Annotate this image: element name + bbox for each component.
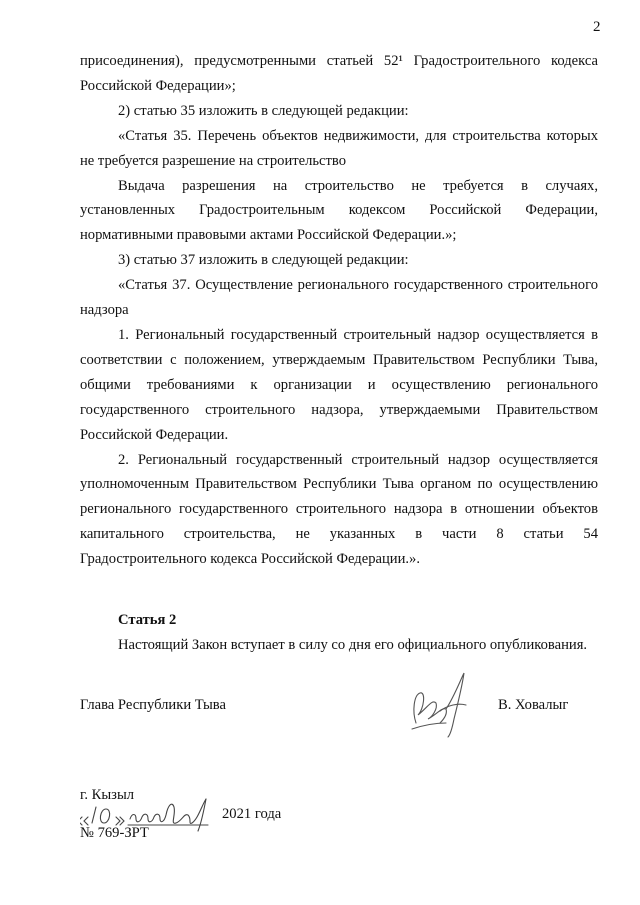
paragraph-article-35-title: «Статья 35. Перечень объектов недвижимости, для строительства которых не требуется разрешение на строительство [80, 127, 598, 169]
spacer [80, 572, 598, 608]
paragraph-article-37-part-2: 2. Региональный государственный строительный надзор осуществляется уполномоченным Правительством Республики Тыва органом по осуществлению регионального государственного строительного надзора в отношении объектов капитального строительства, не указанных в части 8 статьи 54 Градостроительного кодекса Российской Федерации.». [80, 451, 598, 568]
signatory-name: В. Ховалыг [498, 696, 569, 713]
spacer [80, 658, 598, 693]
footer-date-year: 2021 года [222, 806, 282, 822]
footer-date [80, 805, 282, 824]
paragraph-article-37-intro: 3) статью 37 изложить в следующей редакции: [118, 252, 409, 269]
paragraph-article-37-title: «Статья 37. Осуществление регионального государственного строительного надзора [80, 277, 598, 319]
article-2-text: Настоящий Закон вступает в силу со дня его официального опубликования. [118, 636, 588, 653]
document-footer [80, 786, 282, 843]
paragraph-article-35-body: Выдача разрешения на строительство не требуется в случаях, установленных Градостроительным кодексом Российской Федерации, нормативными правовыми актами Российской Федерации.»; [80, 177, 598, 244]
paragraph-article-37-part-1: 1. Региональный государственный строительный надзор осуществляется в соответствии с положением, утверждаемым Правительством Республики Тыва, общими требованиями к организации и осуществлению регионального государственного строительного надзора, утверждаемыми Правительством Российской Федерации. [80, 326, 598, 443]
footer-number: № 769-ЗРТ [80, 825, 149, 841]
footer-city: г. Кызыл [80, 787, 135, 803]
signatory-title: Глава Республики Тыва [80, 696, 226, 713]
article-2-heading: Статья 2 [118, 612, 177, 629]
page-number: 2 [593, 19, 601, 35]
paragraph-article-35-intro: 2) статью 35 изложить в следующей редакции: [118, 102, 409, 119]
handwritten-signature [402, 663, 482, 745]
document-body [80, 49, 598, 783]
paragraph-continuation: присоединения), предусмотренными статьей 52¹ Градостроительного кодекса Российской Федерации»; [80, 53, 598, 94]
signature-block [80, 693, 598, 783]
